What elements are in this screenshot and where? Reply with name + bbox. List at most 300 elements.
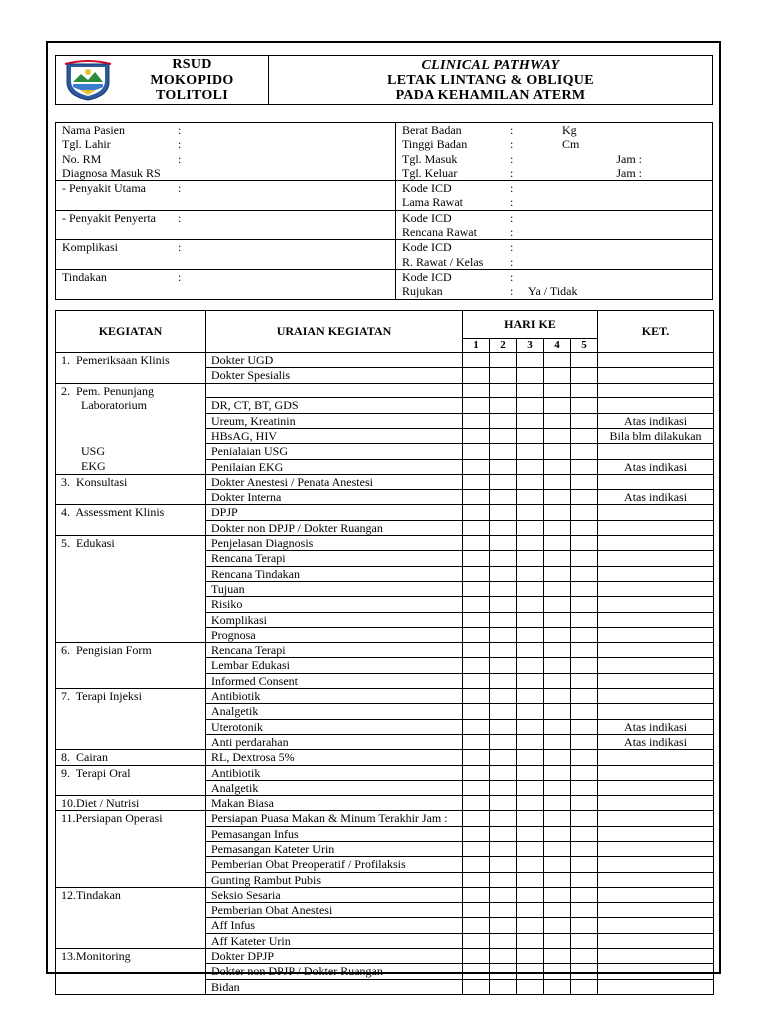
info-label: Rencana Rawat xyxy=(402,225,477,240)
day-check-cell[interactable] xyxy=(463,658,490,673)
day-check-cell[interactable] xyxy=(517,353,544,368)
day-check-cell[interactable] xyxy=(490,949,517,964)
pathway-body xyxy=(56,353,714,995)
info-label: Kode ICD xyxy=(402,269,452,284)
rujukan-options[interactable]: Ya / Tidak xyxy=(528,284,578,299)
day-check-cell[interactable] xyxy=(544,857,571,872)
day-check-cell[interactable] xyxy=(490,490,517,505)
day-check-cell[interactable] xyxy=(517,581,544,596)
day-check-cell[interactable] xyxy=(463,673,490,688)
info-row-tgl-lahir[interactable] xyxy=(62,137,395,151)
day-check-cell[interactable] xyxy=(571,643,598,658)
info-colon: : xyxy=(178,181,182,196)
info-kode-icd-3[interactable] xyxy=(396,240,713,270)
day-check-cell[interactable] xyxy=(544,780,571,795)
col-ket: KET. xyxy=(598,311,714,353)
day-check-cell[interactable] xyxy=(544,459,571,474)
day-check-cell[interactable] xyxy=(490,750,517,765)
day-check-cell[interactable] xyxy=(490,520,517,535)
day-check-cell[interactable] xyxy=(571,872,598,887)
day-check-cell[interactable] xyxy=(544,612,571,627)
info-row-no-rm[interactable] xyxy=(62,152,395,166)
info-colon: : xyxy=(510,181,514,196)
day-check-cell[interactable] xyxy=(517,474,544,489)
hospital-line: TOLITOLI xyxy=(156,88,228,103)
day-check-cell[interactable] xyxy=(490,597,517,612)
table-row xyxy=(56,949,714,964)
day-check-cell[interactable] xyxy=(490,536,517,551)
day-check-cell[interactable] xyxy=(571,811,598,826)
info-label: R. Rawat / Kelas xyxy=(402,254,484,269)
day-check-cell[interactable] xyxy=(571,765,598,780)
day-check-cell[interactable] xyxy=(463,597,490,612)
day-check-cell[interactable] xyxy=(571,964,598,979)
day-check-cell[interactable] xyxy=(544,536,571,551)
uraian-cell: Penjelasan Diagnosis xyxy=(206,536,463,551)
day-check-cell[interactable] xyxy=(463,887,490,902)
day-check-cell[interactable] xyxy=(517,811,544,826)
day-check-cell[interactable] xyxy=(544,734,571,749)
day-check-cell[interactable] xyxy=(463,520,490,535)
day-check-cell[interactable] xyxy=(490,918,517,933)
day-check-cell[interactable] xyxy=(517,398,544,413)
day-check-cell[interactable] xyxy=(544,520,571,535)
day-check-cell[interactable] xyxy=(490,842,517,857)
uraian-cell: Dokter non DPJP / Dokter Ruangan xyxy=(206,520,463,535)
day-check-cell[interactable] xyxy=(490,964,517,979)
day-check-cell[interactable] xyxy=(463,796,490,811)
day-check-cell[interactable] xyxy=(463,612,490,627)
info-label: Tinggi Badan xyxy=(402,137,468,152)
day-check-cell[interactable] xyxy=(463,857,490,872)
unit-label: Kg xyxy=(562,123,577,137)
day-check-cell[interactable] xyxy=(571,918,598,933)
day-check-cell[interactable] xyxy=(517,551,544,566)
day-check-cell[interactable] xyxy=(490,826,517,841)
day-check-cell[interactable] xyxy=(463,780,490,795)
day-check-cell[interactable] xyxy=(490,887,517,902)
hospital-name xyxy=(116,56,268,104)
day-check-cell[interactable] xyxy=(544,505,571,520)
day-check-cell[interactable] xyxy=(571,857,598,872)
day-check-cell[interactable] xyxy=(544,597,571,612)
day-check-cell[interactable] xyxy=(490,627,517,642)
day-check-cell[interactable] xyxy=(571,750,598,765)
day-check-cell[interactable] xyxy=(571,353,598,368)
day-check-cell[interactable] xyxy=(544,949,571,964)
hospital-cell xyxy=(56,56,269,105)
day-check-cell[interactable] xyxy=(544,490,571,505)
day-check-cell[interactable] xyxy=(571,673,598,688)
day-check-cell[interactable] xyxy=(544,353,571,368)
day-check-cell[interactable] xyxy=(517,673,544,688)
day-check-cell[interactable] xyxy=(544,933,571,948)
info-row-tgl-masuk[interactable] xyxy=(402,152,712,166)
info-colon: : xyxy=(510,151,514,166)
day-check-cell[interactable] xyxy=(463,505,490,520)
day-check-cell[interactable] xyxy=(463,490,490,505)
day-check-cell[interactable] xyxy=(571,704,598,719)
day-check-cell[interactable] xyxy=(517,857,544,872)
day-check-cell[interactable] xyxy=(571,780,598,795)
day-check-cell[interactable] xyxy=(490,979,517,994)
day-check-cell[interactable] xyxy=(517,933,544,948)
ket-cell xyxy=(598,612,714,627)
day-check-cell[interactable] xyxy=(490,872,517,887)
ket-cell: Bila blm dilakukan xyxy=(598,428,714,443)
day-check-cell[interactable] xyxy=(463,949,490,964)
day-check-cell[interactable] xyxy=(463,551,490,566)
uraian-cell: Pemasangan Kateter Urin xyxy=(206,842,463,857)
day-check-cell[interactable] xyxy=(517,689,544,704)
info-row-tinggi-badan[interactable] xyxy=(402,137,712,151)
table-row xyxy=(56,398,714,413)
day-check-cell[interactable] xyxy=(544,765,571,780)
day-check-cell[interactable] xyxy=(463,627,490,642)
day-check-cell[interactable] xyxy=(463,719,490,734)
day-check-cell[interactable] xyxy=(517,428,544,443)
day-check-cell[interactable] xyxy=(544,719,571,734)
day-check-cell[interactable] xyxy=(544,872,571,887)
day-check-cell[interactable] xyxy=(544,750,571,765)
day-check-cell[interactable] xyxy=(544,689,571,704)
day-check-cell[interactable] xyxy=(571,520,598,535)
day-check-cell[interactable] xyxy=(490,505,517,520)
day-check-cell[interactable] xyxy=(490,566,517,581)
day-check-cell[interactable] xyxy=(517,490,544,505)
day-check-cell[interactable] xyxy=(463,933,490,948)
ket-cell xyxy=(598,536,714,551)
uraian-cell: Pemasangan Infus xyxy=(206,826,463,841)
day-check-cell[interactable] xyxy=(517,520,544,535)
day-check-cell[interactable] xyxy=(490,689,517,704)
day-check-cell[interactable] xyxy=(517,704,544,719)
day-check-cell[interactable] xyxy=(463,459,490,474)
day-check-cell[interactable] xyxy=(463,474,490,489)
info-colon: : xyxy=(510,225,514,240)
day-check-cell[interactable] xyxy=(571,505,598,520)
day-check-cell[interactable] xyxy=(490,413,517,428)
day-check-cell[interactable] xyxy=(544,474,571,489)
day-check-cell[interactable] xyxy=(571,903,598,918)
day-check-cell[interactable] xyxy=(517,826,544,841)
info-label: No. RM xyxy=(62,151,102,166)
hospital-line: RSUD xyxy=(172,57,212,72)
info-penyakit-penyerta[interactable] xyxy=(56,210,396,240)
day-check-cell[interactable] xyxy=(544,581,571,596)
ket-cell xyxy=(598,765,714,780)
day-check-cell[interactable] xyxy=(544,428,571,443)
day-check-cell[interactable] xyxy=(571,933,598,948)
info-komplikasi[interactable] xyxy=(56,240,396,270)
day-check-cell[interactable] xyxy=(517,627,544,642)
day-check-cell[interactable] xyxy=(490,903,517,918)
day-check-cell[interactable] xyxy=(463,918,490,933)
ket-cell: Atas indikasi xyxy=(598,719,714,734)
day-check-cell[interactable] xyxy=(544,398,571,413)
day-check-cell[interactable] xyxy=(517,918,544,933)
info-colon: : xyxy=(510,137,514,152)
day-check-cell[interactable] xyxy=(571,566,598,581)
day-check-cell[interactable] xyxy=(544,383,571,398)
day-check-cell[interactable] xyxy=(571,842,598,857)
day-check-cell[interactable] xyxy=(517,765,544,780)
day-check-cell[interactable] xyxy=(463,581,490,596)
day-check-cell[interactable] xyxy=(463,872,490,887)
ket-cell xyxy=(598,689,714,704)
ket-cell xyxy=(598,979,714,994)
day-check-cell[interactable] xyxy=(490,857,517,872)
ket-cell xyxy=(598,505,714,520)
day-check-cell[interactable] xyxy=(571,627,598,642)
day-check-cell[interactable] xyxy=(544,826,571,841)
ket-cell xyxy=(598,964,714,979)
uraian-cell: Dokter Spesialis xyxy=(206,368,463,383)
day-check-cell[interactable] xyxy=(517,536,544,551)
day-check-cell[interactable] xyxy=(517,903,544,918)
uraian-cell: Penilaian EKG xyxy=(206,459,463,474)
info-penyakit-utama[interactable] xyxy=(56,181,396,211)
info-row-berat-badan[interactable] xyxy=(402,123,712,137)
day-check-cell[interactable] xyxy=(463,643,490,658)
ket-cell xyxy=(598,520,714,535)
day-check-cell[interactable] xyxy=(571,689,598,704)
uraian-cell: Dokter UGD xyxy=(206,353,463,368)
day-check-cell[interactable] xyxy=(463,704,490,719)
day-check-cell[interactable] xyxy=(490,398,517,413)
day-4: 4 xyxy=(544,339,571,353)
day-check-cell[interactable] xyxy=(490,612,517,627)
table-row xyxy=(56,459,714,474)
day-check-cell[interactable] xyxy=(490,353,517,368)
day-check-cell[interactable] xyxy=(463,842,490,857)
day-check-cell[interactable] xyxy=(490,581,517,596)
day-check-cell[interactable] xyxy=(571,979,598,994)
kegiatan-cell: 12.Tindakan xyxy=(56,887,206,948)
day-check-cell[interactable] xyxy=(544,811,571,826)
uraian-cell: Dokter Anestesi / Penata Anestesi xyxy=(206,474,463,489)
day-check-cell[interactable] xyxy=(544,918,571,933)
day-check-cell[interactable] xyxy=(544,551,571,566)
day-check-cell[interactable] xyxy=(463,398,490,413)
day-check-cell[interactable] xyxy=(544,704,571,719)
day-check-cell[interactable] xyxy=(571,398,598,413)
day-check-cell[interactable] xyxy=(463,826,490,841)
day-check-cell[interactable] xyxy=(544,979,571,994)
day-check-cell[interactable] xyxy=(544,673,571,688)
day-check-cell[interactable] xyxy=(490,719,517,734)
day-check-cell[interactable] xyxy=(517,796,544,811)
day-check-cell[interactable] xyxy=(463,689,490,704)
day-check-cell[interactable] xyxy=(517,719,544,734)
table-row xyxy=(56,689,714,704)
day-check-cell[interactable] xyxy=(544,444,571,459)
day-check-cell[interactable] xyxy=(517,734,544,749)
jam-label: Jam : xyxy=(616,165,642,180)
ket-cell xyxy=(598,796,714,811)
kegiatan-cell: USG xyxy=(56,444,206,459)
day-check-cell[interactable] xyxy=(463,734,490,749)
day-check-cell[interactable] xyxy=(517,949,544,964)
day-check-cell[interactable] xyxy=(544,368,571,383)
day-check-cell[interactable] xyxy=(490,704,517,719)
day-check-cell[interactable] xyxy=(517,643,544,658)
ket-cell xyxy=(598,627,714,642)
info-left xyxy=(56,123,396,181)
day-check-cell[interactable] xyxy=(544,627,571,642)
day-check-cell[interactable] xyxy=(517,872,544,887)
day-check-cell[interactable] xyxy=(490,474,517,489)
day-check-cell[interactable] xyxy=(463,353,490,368)
day-check-cell[interactable] xyxy=(571,719,598,734)
info-kode-icd-1[interactable] xyxy=(396,181,713,211)
day-check-cell[interactable] xyxy=(544,964,571,979)
info-label: Tindakan xyxy=(62,269,107,284)
day-check-cell[interactable] xyxy=(490,383,517,398)
table-row xyxy=(56,383,714,398)
day-check-cell[interactable] xyxy=(571,597,598,612)
day-check-cell[interactable] xyxy=(463,765,490,780)
day-check-cell[interactable] xyxy=(463,383,490,398)
day-2: 2 xyxy=(490,339,517,353)
day-check-cell[interactable] xyxy=(517,413,544,428)
day-check-cell[interactable] xyxy=(571,551,598,566)
day-check-cell[interactable] xyxy=(571,536,598,551)
uraian-cell: Rencana Terapi xyxy=(206,643,463,658)
day-check-cell[interactable] xyxy=(571,949,598,964)
day-check-cell[interactable] xyxy=(571,474,598,489)
header-table xyxy=(55,55,713,105)
uraian-cell: Informed Consent xyxy=(206,673,463,688)
kegiatan-cell: 8. Cairan xyxy=(56,750,206,765)
day-check-cell[interactable] xyxy=(490,643,517,658)
info-row-tgl-keluar[interactable] xyxy=(402,166,712,180)
day-check-cell[interactable] xyxy=(490,796,517,811)
day-check-cell[interactable] xyxy=(490,734,517,749)
day-check-cell[interactable] xyxy=(490,673,517,688)
info-tindakan[interactable] xyxy=(56,269,396,299)
day-check-cell[interactable] xyxy=(463,428,490,443)
day-check-cell[interactable] xyxy=(517,750,544,765)
table-row xyxy=(56,811,714,826)
info-kode-icd-4[interactable] xyxy=(396,269,713,299)
ket-cell xyxy=(598,368,714,383)
day-check-cell[interactable] xyxy=(517,979,544,994)
info-colon: : xyxy=(178,151,182,166)
day-check-cell[interactable] xyxy=(463,368,490,383)
day-check-cell[interactable] xyxy=(517,505,544,520)
day-check-cell[interactable] xyxy=(544,658,571,673)
uraian-cell: Antibiotik xyxy=(206,765,463,780)
day-check-cell[interactable] xyxy=(517,368,544,383)
hospital-logo-icon xyxy=(63,60,113,101)
day-check-cell[interactable] xyxy=(517,612,544,627)
day-check-cell[interactable] xyxy=(571,612,598,627)
day-check-cell[interactable] xyxy=(571,581,598,596)
day-check-cell[interactable] xyxy=(517,658,544,673)
day-check-cell[interactable] xyxy=(517,780,544,795)
day-check-cell[interactable] xyxy=(517,597,544,612)
info-row-nama-pasien[interactable] xyxy=(62,123,395,137)
day-check-cell[interactable] xyxy=(463,903,490,918)
day-check-cell[interactable] xyxy=(571,383,598,398)
table-row xyxy=(56,750,714,765)
uraian-cell: Risiko xyxy=(206,597,463,612)
day-check-cell[interactable] xyxy=(544,796,571,811)
info-label: Kode ICD xyxy=(402,181,452,196)
day-check-cell[interactable] xyxy=(463,979,490,994)
day-check-cell[interactable] xyxy=(490,368,517,383)
day-check-cell[interactable] xyxy=(544,842,571,857)
day-check-cell[interactable] xyxy=(490,811,517,826)
day-check-cell[interactable] xyxy=(571,368,598,383)
day-check-cell[interactable] xyxy=(544,566,571,581)
day-check-cell[interactable] xyxy=(571,887,598,902)
day-check-cell[interactable] xyxy=(571,413,598,428)
day-check-cell[interactable] xyxy=(517,964,544,979)
uraian-cell: DR, CT, BT, GDS xyxy=(206,398,463,413)
day-check-cell[interactable] xyxy=(571,826,598,841)
day-check-cell[interactable] xyxy=(490,658,517,673)
day-check-cell[interactable] xyxy=(463,566,490,581)
day-check-cell[interactable] xyxy=(463,444,490,459)
info-colon: : xyxy=(510,210,514,225)
day-check-cell[interactable] xyxy=(490,933,517,948)
day-check-cell[interactable] xyxy=(544,887,571,902)
title-line: PADA KEHAMILAN ATERM xyxy=(395,87,586,103)
day-check-cell[interactable] xyxy=(490,765,517,780)
day-check-cell[interactable] xyxy=(490,428,517,443)
day-check-cell[interactable] xyxy=(571,734,598,749)
day-check-cell[interactable] xyxy=(517,459,544,474)
day-check-cell[interactable] xyxy=(490,551,517,566)
day-check-cell[interactable] xyxy=(490,459,517,474)
uraian-cell: Persiapan Puasa Makan & Minum Terakhir Jam : xyxy=(206,811,463,826)
day-check-cell[interactable] xyxy=(571,444,598,459)
day-check-cell[interactable] xyxy=(463,811,490,826)
day-check-cell[interactable] xyxy=(571,658,598,673)
info-colon: : xyxy=(178,269,182,284)
day-check-cell[interactable] xyxy=(517,383,544,398)
day-check-cell[interactable] xyxy=(571,459,598,474)
day-check-cell[interactable] xyxy=(544,643,571,658)
day-check-cell[interactable] xyxy=(571,490,598,505)
day-check-cell[interactable] xyxy=(490,780,517,795)
day-check-cell[interactable] xyxy=(463,536,490,551)
day-check-cell[interactable] xyxy=(463,413,490,428)
info-colon: : xyxy=(178,137,182,152)
uraian-cell: Rencana Tindakan xyxy=(206,566,463,581)
day-check-cell[interactable] xyxy=(490,444,517,459)
uraian-cell: Anti perdarahan xyxy=(206,734,463,749)
day-check-cell[interactable] xyxy=(571,428,598,443)
ket-cell xyxy=(598,353,714,368)
day-check-cell[interactable] xyxy=(517,566,544,581)
day-check-cell[interactable] xyxy=(544,413,571,428)
ket-cell xyxy=(598,704,714,719)
day-check-cell[interactable] xyxy=(463,964,490,979)
day-check-cell[interactable] xyxy=(517,887,544,902)
ket-cell: Atas indikasi xyxy=(598,734,714,749)
info-kode-icd-2[interactable] xyxy=(396,210,713,240)
day-check-cell[interactable] xyxy=(463,750,490,765)
info-label: Tgl. Keluar xyxy=(402,165,458,180)
day-check-cell[interactable] xyxy=(517,842,544,857)
day-check-cell[interactable] xyxy=(517,444,544,459)
uraian-cell: Aff Infus xyxy=(206,918,463,933)
day-check-cell[interactable] xyxy=(571,796,598,811)
day-check-cell[interactable] xyxy=(544,903,571,918)
